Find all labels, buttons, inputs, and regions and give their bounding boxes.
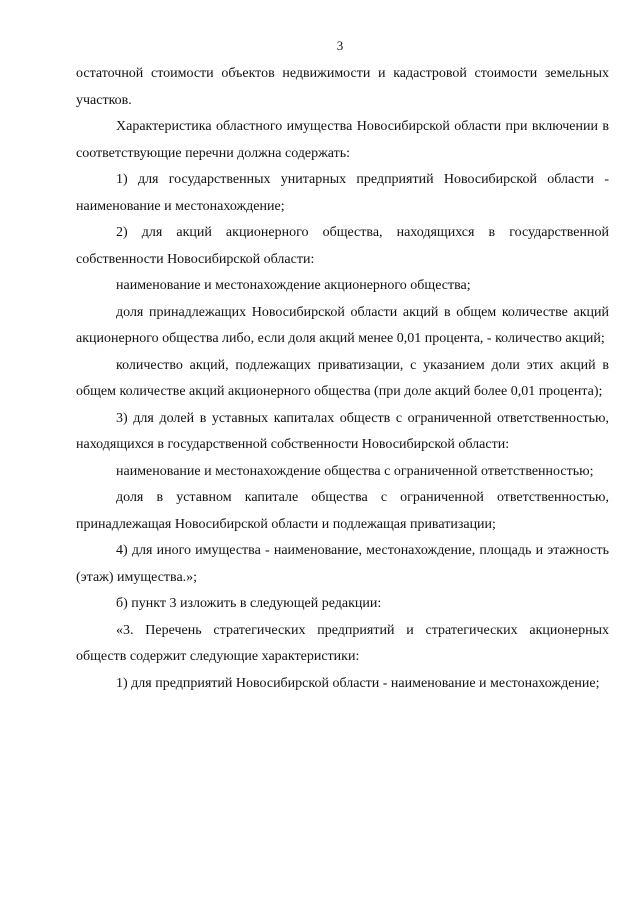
- paragraph: 1) для предприятий Новосибирской области - наименование и местонахождение;: [116, 675, 600, 691]
- paragraph: наименование и местонахождение общества с ограниченной ответственностью;: [116, 463, 594, 479]
- paragraph: количество акций, подлежащих приватизации, с указанием доли этих акций в общем количестве акций акционерного общества (при доле акций более 0,01 процента);: [76, 357, 609, 399]
- paragraph: «3. Перечень стратегических предприятий и стратегических акционерных обществ содержит следующие характеристики:: [76, 622, 609, 664]
- document-body: [76, 61, 609, 697]
- paragraph: доля принадлежащих Новосибирской области акций в общем количестве акций акционерного общества либо, если доля акций менее 0,01 процента, - количество акций;: [76, 304, 609, 346]
- paragraph: 2) для акций акционерного общества, находящихся в государственной собственности Новосибирской области:: [76, 225, 609, 267]
- page-number: 3: [336, 38, 344, 53]
- paragraph: остаточной стоимости объектов недвижимости и кадастровой стоимости земельных участков.: [76, 66, 609, 108]
- paragraph: доля в уставном капитале общества с ограниченной ответственностью, принадлежащая Новосибирской области и подлежащая приватизации;: [76, 490, 609, 532]
- paragraph: б) пункт 3 изложить в следующей редакции:: [116, 596, 382, 611]
- paragraph: 1) для государственных унитарных предприятий Новосибирской области - наименование и местонахождение;: [76, 172, 609, 214]
- paragraph: Характеристика областного имущества Новосибирской области при включении в соответствующие перечни должна содержать:: [76, 119, 609, 161]
- paragraph: наименование и местонахождение акционерного общества;: [116, 278, 471, 293]
- paragraph: 4) для иного имущества - наименование, местонахождение, площадь и этажность (этаж) имущества.»;: [76, 543, 609, 585]
- paragraph: 3) для долей в уставных капиталах обществ с ограниченной ответственностью, находящихся в государственной собственности Новосибирской области:: [76, 410, 609, 452]
